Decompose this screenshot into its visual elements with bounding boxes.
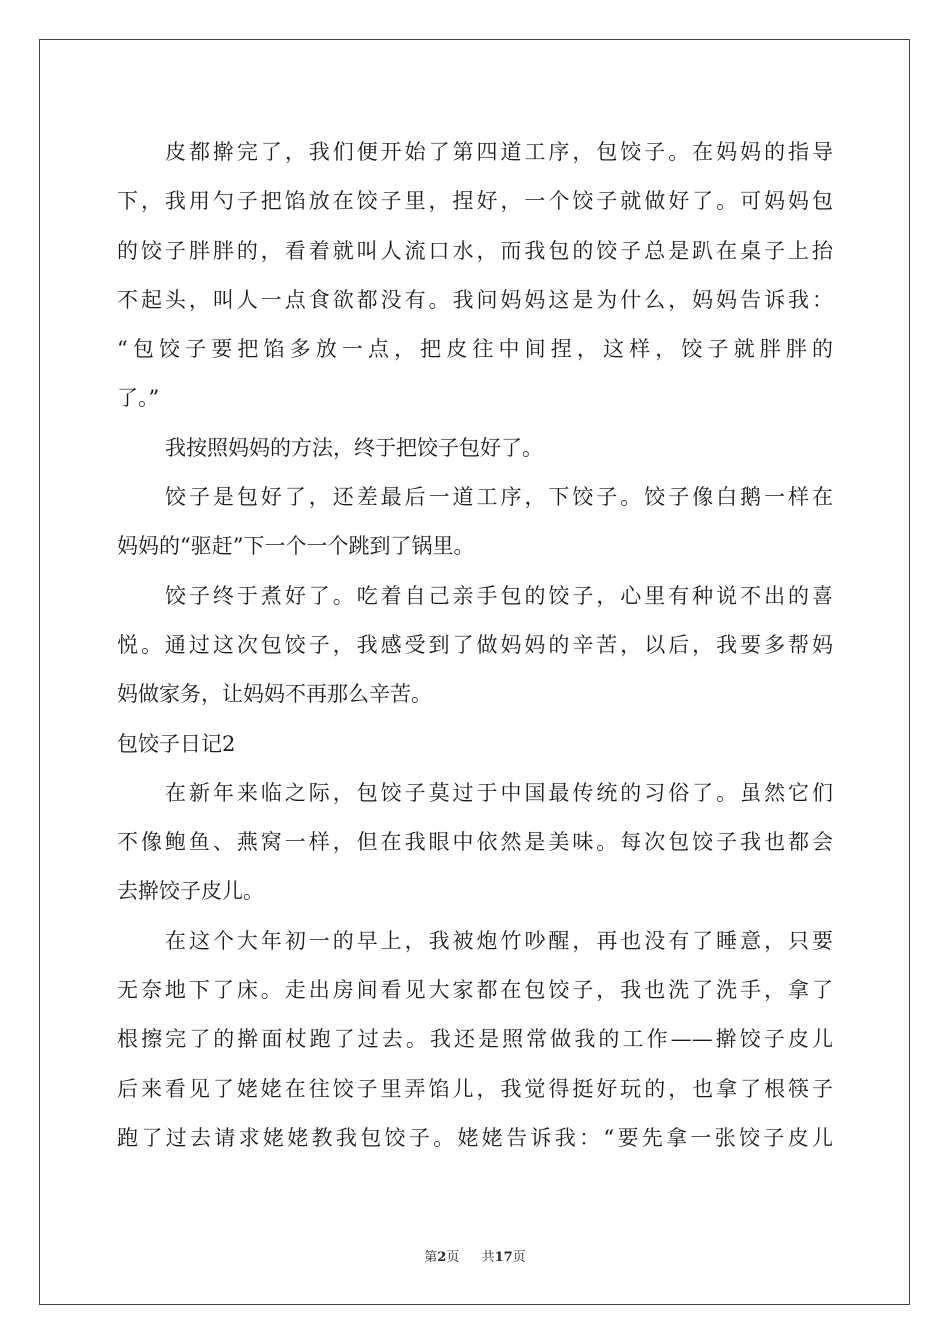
page-indicator	[424, 1246, 459, 1265]
total-prefix: 共	[481, 1250, 495, 1265]
section-heading: 包饺子日记2	[117, 731, 236, 756]
text-line: 在新年来临之际，包饺子莫过于中国最传统的习俗了。虽然它们	[165, 780, 833, 805]
text-line: 饺子终于煮好了。吃着自己亲手包的饺子，心里有种说不出的喜	[165, 583, 833, 608]
text-line: 在这个大年初一的早上，我被炮竹吵醒，再也没有了睡意，只要	[165, 928, 833, 953]
total-pages-indicator	[482, 1246, 526, 1265]
page-prefix: 第	[424, 1250, 438, 1265]
text-line: 后来看见了姥姥在往饺子里弄馅儿，我觉得挺好玩的，也拿了根筷子	[117, 1076, 833, 1101]
page-suffix: 页	[446, 1250, 460, 1265]
page-footer	[0, 1246, 950, 1265]
document-body	[117, 128, 833, 1163]
text-line: 不像鲍鱼、燕窝一样，但在我眼中依然是美味。每次包饺子我也都会	[117, 830, 833, 855]
text-line: 不起头，叫人一点食欲都没有。我问妈妈这是为什么，妈妈告诉我：	[117, 287, 833, 312]
text-line: 的饺子胖胖的，看着就叫人流口水，而我包的饺子总是趴在桌子上抬	[117, 238, 833, 263]
text-line: 下，我用勺子把馅放在饺子里，捏好，一个饺子就做好了。可妈妈包	[117, 189, 833, 214]
text-line: 无奈地下了床。走出房间看见大家都在包饺子，我也洗了洗手，拿了	[117, 978, 833, 1003]
text-line: 妈做家务，让妈妈不再那么辛苦。	[117, 682, 432, 707]
text-line: 皮都擀完了，我们便开始了第四道工序，包饺子。在妈妈的指导	[165, 140, 833, 164]
text-line: 跑了过去请求姥姥教我包饺子。姥姥告诉我：“要先拿一张饺子皮儿	[117, 1125, 833, 1150]
text-line: 根擦完了的擀面杖跑了过去。我还是照常做我的工作——擀饺子皮儿	[117, 1027, 833, 1052]
text-line: 去擀饺子皮儿。	[117, 879, 264, 904]
text-line: 我按照妈妈的方法，终于把饺子包好了。	[165, 435, 543, 460]
page-number: 2	[437, 1250, 447, 1265]
text-line: 了。”	[117, 386, 160, 411]
text-line: 悦。通过这次包饺子，我感受到了做妈妈的辛苦，以后，我要多帮妈	[117, 632, 833, 657]
total-suffix: 页	[512, 1250, 526, 1265]
text-line: 妈妈的“驱赶”下一个一个跳到了锅里。	[117, 534, 475, 559]
text-line: “包饺子要把馅多放一点，把皮往中间捏，这样，饺子就胖胖的	[117, 337, 833, 362]
text-line: 饺子是包好了，还差最后一道工序，下饺子。饺子像白鹅一样在	[165, 485, 833, 510]
total-pages: 17	[494, 1250, 513, 1265]
